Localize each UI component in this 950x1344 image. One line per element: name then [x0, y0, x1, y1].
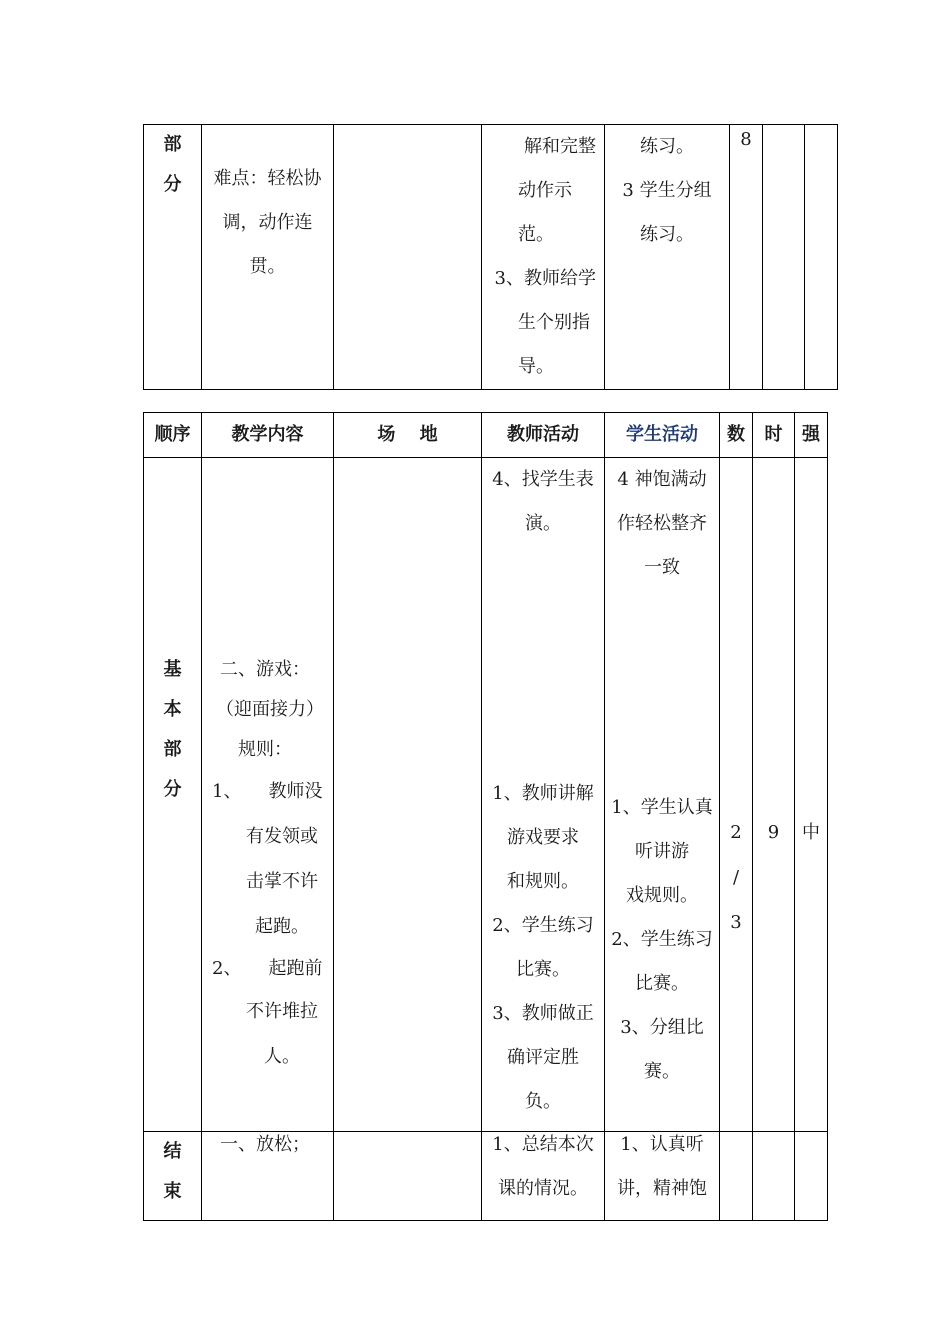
section-char: 分: [163, 779, 182, 800]
teacher-line: 和规则。: [507, 871, 579, 892]
header-count: 数: [720, 413, 753, 458]
section-cell: [144, 125, 202, 390]
content-line: 2、 起跑前: [212, 958, 323, 979]
content-cell: [202, 458, 334, 1132]
section-char: 本: [163, 699, 182, 720]
content-line: 调，动作连: [222, 212, 313, 233]
basic-section-row: [144, 458, 828, 1132]
teacher-line: 游戏要求: [507, 827, 579, 848]
teacher-line: 解和完整: [524, 136, 596, 157]
teacher-line: 负。: [525, 1091, 561, 1112]
count-part: /: [732, 867, 740, 888]
section-char: 束: [163, 1181, 182, 1202]
time-value: 9: [767, 822, 780, 843]
content-cell: [202, 1132, 334, 1221]
teacher-line: 生个别指: [518, 312, 590, 333]
time-cell: [763, 125, 805, 390]
section-cell: [144, 458, 202, 1132]
content-line: （迎面接力）: [216, 699, 324, 720]
teacher-activity-cell: [482, 1132, 605, 1221]
student-line: 比赛。: [635, 973, 689, 994]
intensity-value: 中: [802, 822, 820, 843]
teacher-line: 3、教师给学: [494, 268, 596, 289]
teacher-line: 课的情况。: [498, 1178, 588, 1199]
time-cell: [753, 458, 795, 1132]
teacher-line: 比赛。: [516, 959, 570, 980]
student-line: 2、学生练习: [611, 929, 713, 950]
student-line: 3、分组比: [620, 1017, 704, 1038]
student-line: 听讲游: [635, 841, 689, 862]
header-content: 教学内容: [202, 413, 334, 458]
header-order: 顺序: [144, 413, 202, 458]
student-line: 戏规则。: [626, 885, 698, 906]
venue-cell: [334, 458, 482, 1132]
teacher-line: 3、教师做正: [492, 1003, 594, 1024]
student-line: 练习。: [640, 136, 694, 157]
intensity-cell: [795, 1132, 828, 1221]
count-cell: [730, 125, 763, 390]
content-line: 击掌不许: [246, 871, 318, 892]
count-part: 3: [730, 912, 742, 933]
intensity-cell: [805, 125, 838, 390]
content-line: 难点：轻松协: [213, 168, 322, 189]
student-line: 练习。: [640, 224, 694, 245]
content-line: 二、游戏：: [220, 659, 310, 680]
section-char: 分: [163, 174, 182, 195]
student-line: 1、学生认真: [611, 797, 713, 818]
section-char: 结: [163, 1141, 182, 1162]
header-student: 学生活动: [605, 413, 720, 458]
content-line: 1、 教师没: [212, 781, 323, 802]
count-part: 2: [730, 822, 742, 843]
content-line: 有发领或: [246, 826, 318, 847]
content-line: 起跑。: [255, 916, 309, 937]
teacher-line: 导。: [518, 356, 554, 377]
student-line: 4 神饱满动: [617, 469, 707, 490]
lesson-table: [143, 412, 828, 1221]
venue-cell: [334, 1132, 482, 1221]
section-char: 基: [163, 659, 182, 680]
section-char: 部: [163, 134, 182, 155]
content-line: 人。: [264, 1046, 300, 1067]
teacher-line: 2、学生练习: [492, 915, 594, 936]
student-line: 作轻松整齐: [617, 513, 707, 534]
header-teacher: 教师活动: [482, 413, 605, 458]
teacher-activity-cell: [482, 458, 605, 1132]
content-cell: [202, 125, 334, 390]
time-cell: [753, 1132, 795, 1221]
student-line: 一致: [644, 557, 680, 578]
content-line: 规则：: [238, 739, 292, 760]
teacher-line: 范。: [518, 224, 554, 245]
student-line: 赛。: [644, 1061, 680, 1082]
end-section-row: [144, 1132, 828, 1221]
lesson-table-continued: [143, 124, 838, 390]
student-activity-cell: [605, 1132, 720, 1221]
content-line: 不许堆拉: [246, 1001, 318, 1022]
header-venue: 场 地: [334, 413, 482, 458]
count-cell: [720, 458, 753, 1132]
content-line: 一、放松；: [220, 1134, 310, 1155]
header-intensity: 强: [795, 413, 828, 458]
content-line: 贯。: [249, 256, 286, 277]
teacher-line: 4、找学生表: [492, 469, 594, 490]
count-cell: [720, 1132, 753, 1221]
student-activity-cell: [605, 458, 720, 1132]
student-activity-cell: [605, 125, 730, 390]
section-char: 部: [163, 739, 182, 760]
section-cell: [144, 1132, 202, 1221]
teacher-line: 确评定胜: [507, 1047, 579, 1068]
intensity-cell: [795, 458, 828, 1132]
count-value: 8: [740, 129, 752, 150]
header-row: [144, 413, 828, 458]
header-time: 时: [753, 413, 795, 458]
venue-cell: [334, 125, 482, 390]
teacher-line: 1、教师讲解: [492, 783, 594, 804]
student-line: 讲，精神饱: [617, 1178, 707, 1199]
student-line: 3 学生分组: [622, 180, 712, 201]
teacher-line: 动作示: [518, 180, 572, 201]
teacher-activity-cell: [482, 125, 605, 390]
teacher-line: 演。: [525, 513, 561, 534]
student-line: 1、认真听: [620, 1134, 704, 1155]
teacher-line: 1、总结本次: [492, 1134, 594, 1155]
